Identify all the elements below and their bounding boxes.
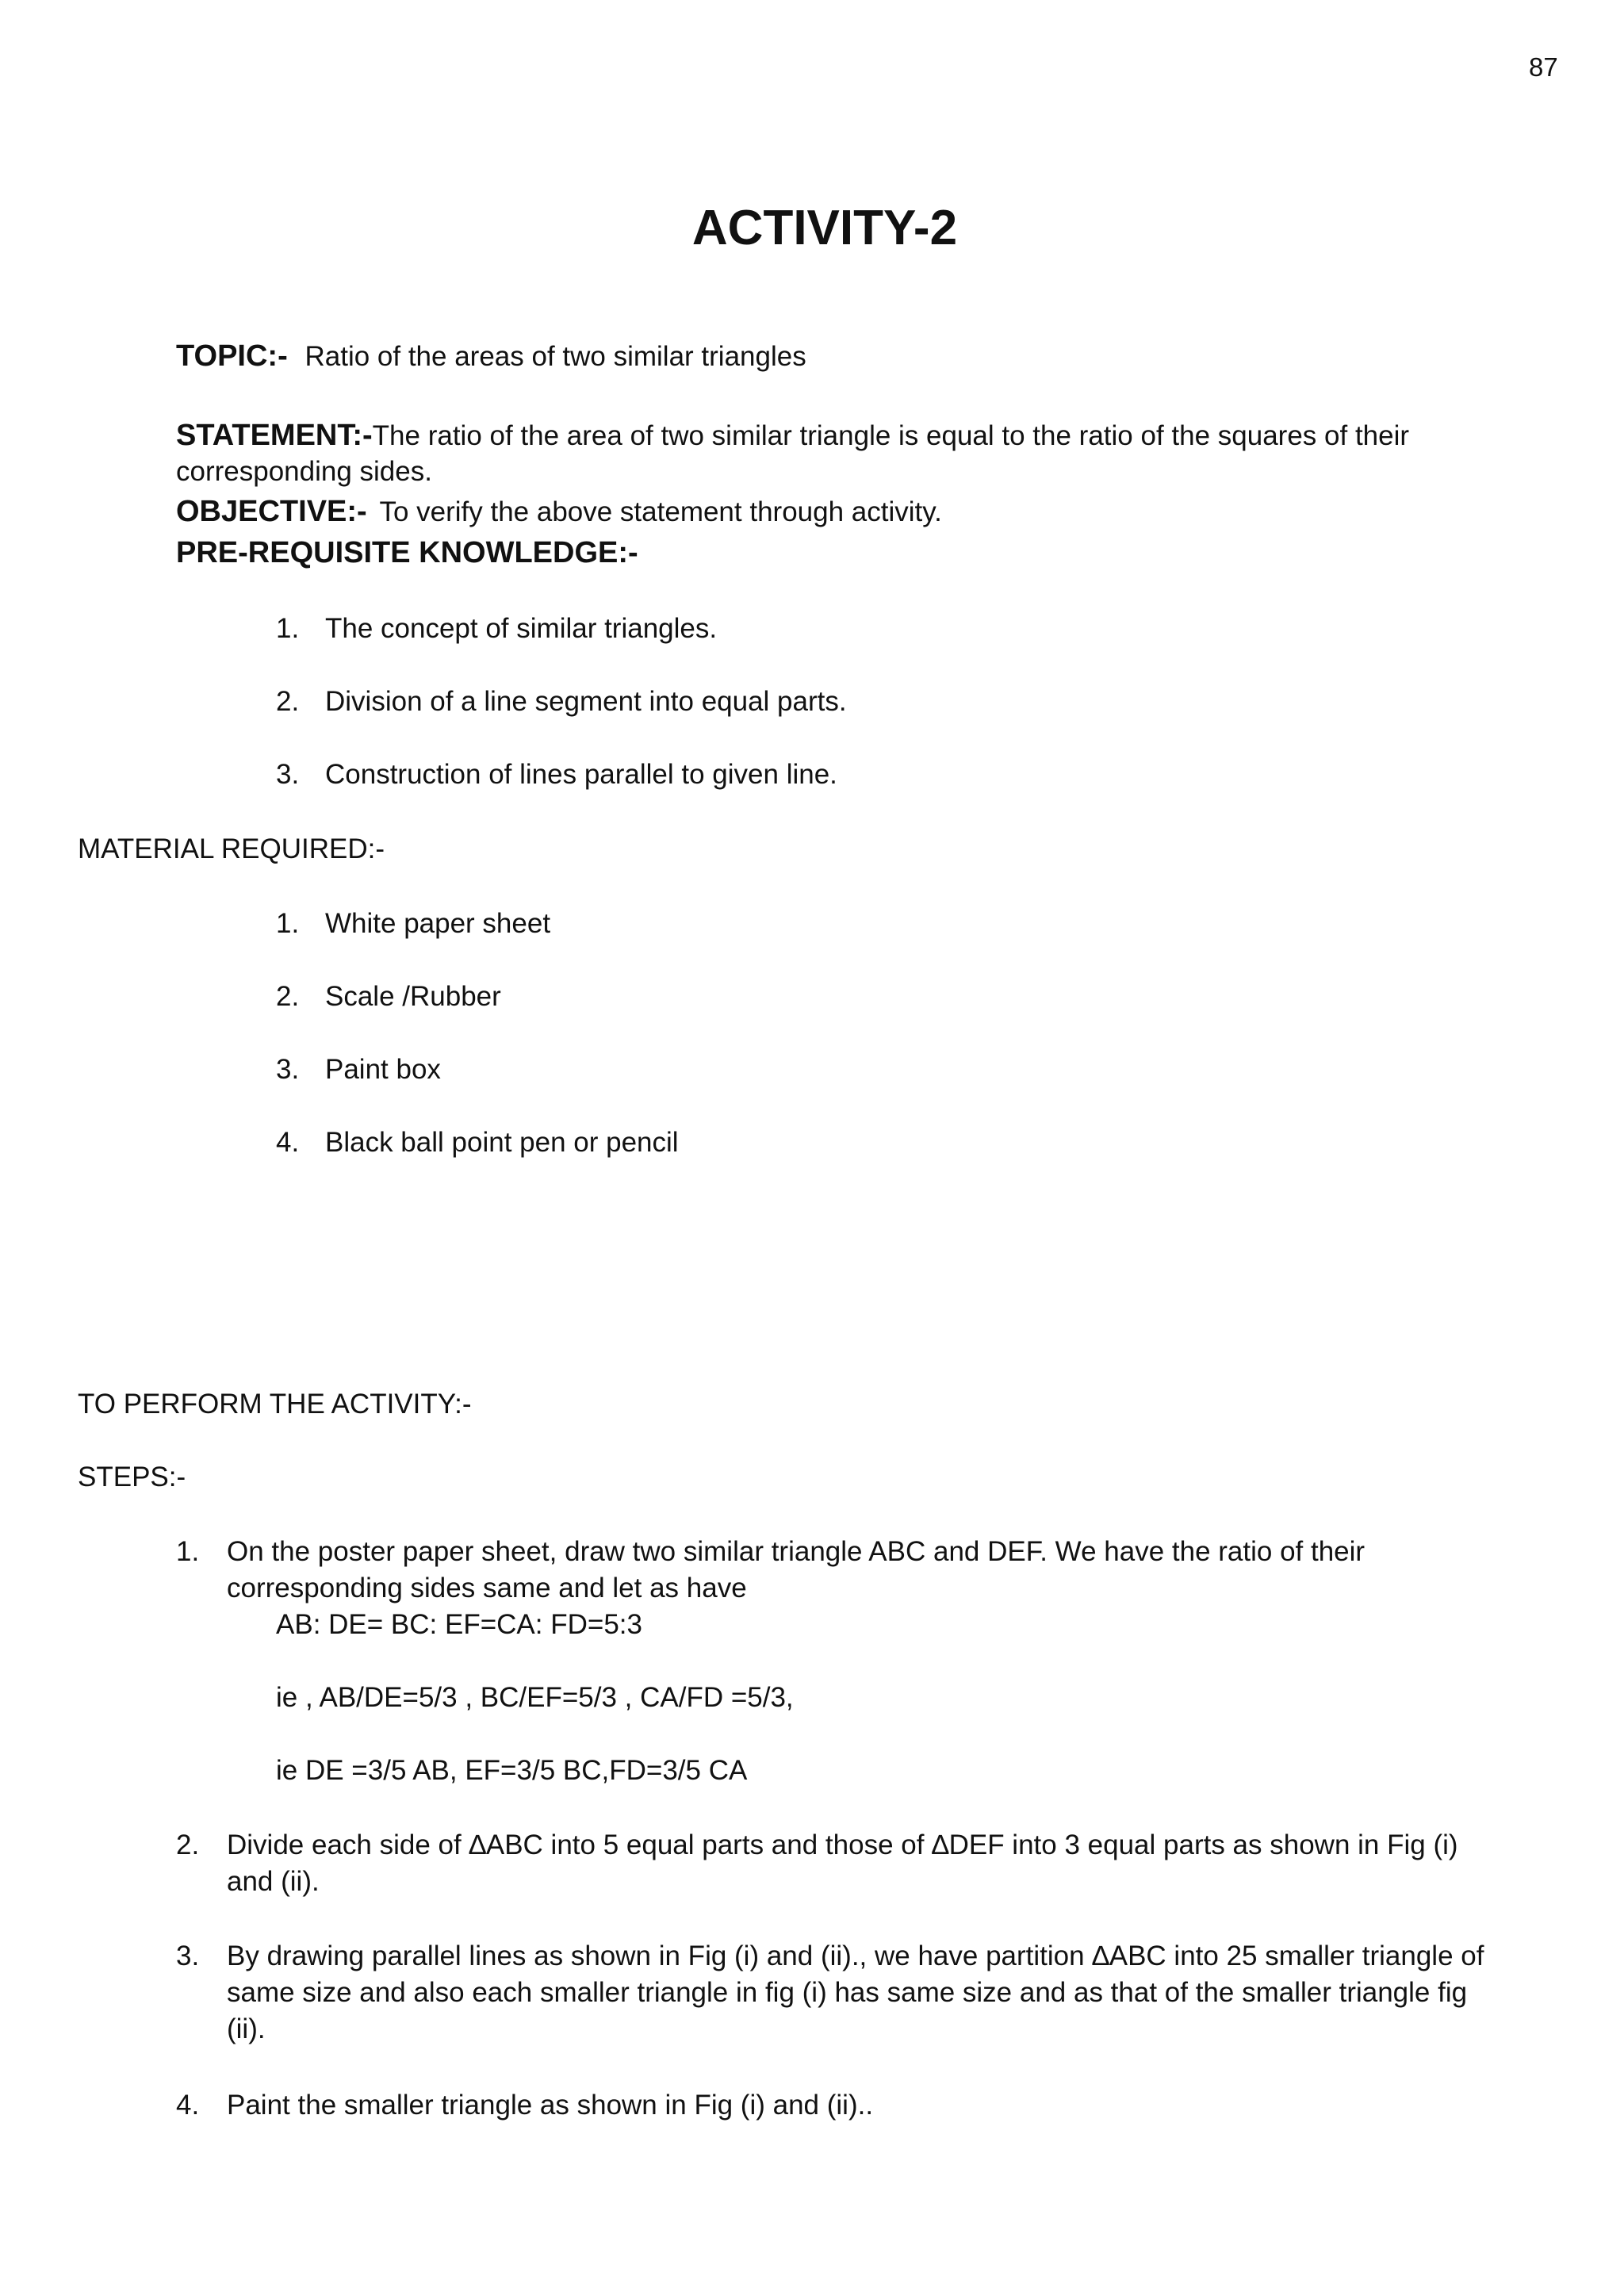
step-text: and (ii).	[227, 1866, 320, 1897]
statement-line-1	[176, 417, 1409, 454]
list-number: 4.	[276, 1127, 300, 1158]
step-text: same size and also each smaller triangle in fig (i) has same size and as that of the smaller triangle fig	[227, 1977, 1468, 2008]
steps-label: STEPS:-	[78, 1462, 186, 1492]
list-number: 3.	[276, 759, 300, 790]
step-text: Paint the smaller triangle as shown in Fig (i) and (ii)..	[227, 2090, 874, 2121]
list-text: White paper sheet	[325, 908, 551, 939]
material-item	[276, 1125, 679, 1161]
list-number: 3.	[276, 1054, 300, 1085]
step-text: On the poster paper sheet, draw two similar triangle ABC and DEF. We have the ratio of their	[227, 1536, 1365, 1567]
list-text: Construction of lines parallel to given line.	[325, 759, 837, 790]
list-text: Black ball point pen or pencil	[325, 1127, 679, 1158]
ratio-line: AB: DE= BC: EF=CA: FD=5:3	[276, 1609, 642, 1640]
statement-label: STATEMENT:-	[176, 419, 373, 452]
ratio-line: ie , AB/DE=5/3 , BC/EF=5/3 , CA/FD =5/3,	[276, 1682, 794, 1713]
objective-label: OBJECTIVE:-	[176, 495, 367, 528]
list-text: Division of a line segment into equal parts.	[325, 686, 847, 717]
prerequisite-label: PRE-REQUISITE KNOWLEDGE:-	[176, 536, 638, 569]
material-item	[276, 906, 550, 942]
prerequisite-item	[276, 684, 847, 720]
step-number: 2.	[176, 1829, 200, 1860]
prerequisite-item	[276, 611, 717, 647]
material-label: MATERIAL REQUIRED:-	[78, 833, 385, 864]
list-number: 2.	[276, 686, 300, 717]
topic-text: Ratio of the areas of two similar triangles	[304, 341, 806, 372]
list-text: Scale /Rubber	[325, 981, 501, 1012]
perform-label: TO PERFORM THE ACTIVITY:-	[78, 1389, 472, 1420]
ratio-line: ie DE =3/5 AB, EF=3/5 BC,FD=3/5 CA	[276, 1755, 748, 1786]
page-number: 87	[1529, 52, 1558, 82]
objective-text: To verify the above statement through activity.	[379, 496, 942, 527]
page-title: ACTIVITY-2	[691, 201, 958, 255]
step-text: Divide each side of ∆ABC into 5 equal parts and those of ∆DEF into 3 equal parts as shown in Fig (i)	[227, 1829, 1458, 1860]
list-text: The concept of similar triangles.	[325, 613, 718, 644]
topic-line	[176, 338, 806, 375]
list-number: 1.	[276, 908, 300, 939]
list-number: 1.	[276, 613, 300, 644]
step-text: By drawing parallel lines as shown in Fig (i) and (ii)., we have partition ∆ABC into 25 smaller triangle of	[227, 1941, 1484, 1971]
list-text: Paint box	[325, 1054, 441, 1085]
list-number: 2.	[276, 981, 300, 1012]
prerequisite-item	[276, 757, 837, 793]
statement-text: The ratio of the area of two similar triangle is equal to the ratio of the squares of their	[372, 420, 1410, 451]
objective-line	[176, 493, 942, 531]
topic-label: TOPIC:-	[176, 339, 288, 373]
step-text: corresponding sides same and let as have	[227, 1573, 747, 1603]
step-text: (ii).	[227, 2013, 266, 2044]
material-item	[276, 1052, 441, 1088]
step-number: 4.	[176, 2090, 200, 2121]
step-number: 1.	[176, 1536, 200, 1567]
material-item	[276, 979, 501, 1015]
statement-line-2: corresponding sides.	[176, 456, 432, 487]
step-number: 3.	[176, 1941, 200, 1971]
